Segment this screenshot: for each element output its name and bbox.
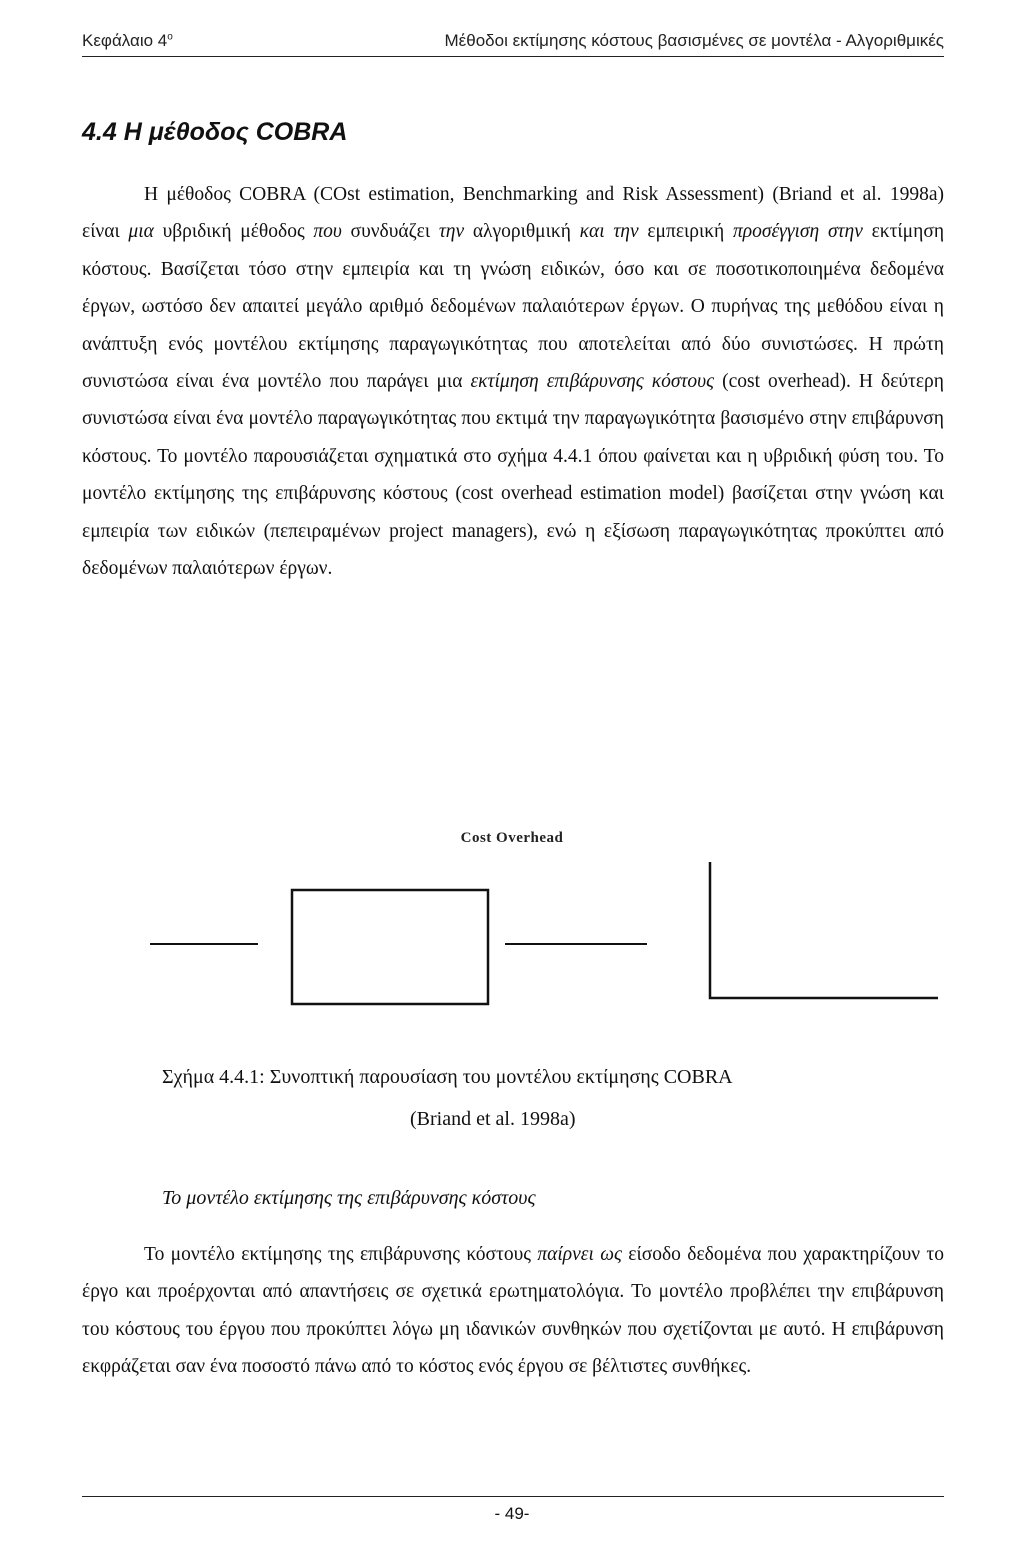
model-box xyxy=(292,890,488,1004)
chapter-label: Κεφάλαιο $4^o$ xyxy=(82,31,173,50)
body-paragraph-2: Το μοντέλο εκτίμησης της επιβάρυνσης κόστους παίρνει ως είσοδο δεδομένα που χαρακτηρίζουν το έργο και προέρχονται από απαντήσεις σε σχετικά ερωτηματολόγια. Το μοντέλο προβλέπει την επιβάρυνση του κόστους του έργου που προκύπτει λόγω μη ιδανικών συνθηκών που σχετίζονται με αυτό. Η επιβάρυνση εκφράζεται σαν ένα ποσοστό πάνω από το κόστος ενός έργου σε βέλτιστες συνθήκες. xyxy=(82,1244,944,1378)
page-number: - 49- xyxy=(494,1504,530,1523)
page-header xyxy=(82,28,944,57)
section-title: 4.4 Η μέθοδος COBRA xyxy=(82,118,348,146)
productivity-axis xyxy=(710,862,938,998)
running-title: Μέθοδοι εκτίμησης κόστους βασισμένες σε μοντέλα - Αλγοριθμικές xyxy=(444,31,944,50)
figure-citation: (Briand et al. 1998a) xyxy=(410,1108,576,1130)
figure-caption: Σχήμα 4.4.1: Συνοπτική παρουσίαση του μοντέλου εκτίμησης COBRA xyxy=(162,1066,733,1088)
body-paragraph-1: Η μέθοδος COBRA (COst estimation, Benchmarking and Risk Assessment) (Briand et al. 1998a) είναι μια υβριδική μέθοδος που συνδυάζει την αλγοριθμική και την εμπειρική προσέγγιση στην εκτίμηση κόστους. Βασίζεται τόσο στην εμπειρία και τη γνώση ειδικών, όσο και σε ποσοτικοποιημένα δεδομένα έργων, ωστόσο δεν απαιτεί μεγάλο αριθμό δεδομένων παλαιότερων έργων. Ο πυρήνας της μεθόδου είναι η ανάπτυξη ενός μοντέλου εκτίμησης παραγωγικότητας που αποτελείται από δύο συνιστώσες. Η πρώτη συνιστώσα είναι ένα μοντέλο που παράγει μια εκτίμηση επιβάρυνσης κόστους (cost overhead). Η δεύτερη συνιστώσα είναι ένα μοντέλο παραγωγικότητας που εκτιμά την παραγωγικότητα βασισμένο στην επιβάρυνση κόστους. Το μοντέλο παρουσιάζεται σχηματικά στο σχήμα 4.4.1 όπου φαίνεται και η υβριδική φύση του. Το μοντέλο εκτίμησης της επιβάρυνσης κόστους (cost overhead estimation model) βασίζεται στην γνώση και εμπειρία των ειδικών (πεπειραμένων project managers), ενώ η εξίσωση παραγωγικότητας προκύπτει από δεδομένων παλαιότερων έργων. xyxy=(82,184,945,580)
footer-rule xyxy=(82,1496,944,1497)
cobra-model-diagram xyxy=(0,850,1024,1030)
subsection-heading: Το μοντέλο εκτίμησης της επιβάρυνσης κόστους xyxy=(162,1187,536,1209)
figure-label: Cost Overhead xyxy=(460,830,564,846)
